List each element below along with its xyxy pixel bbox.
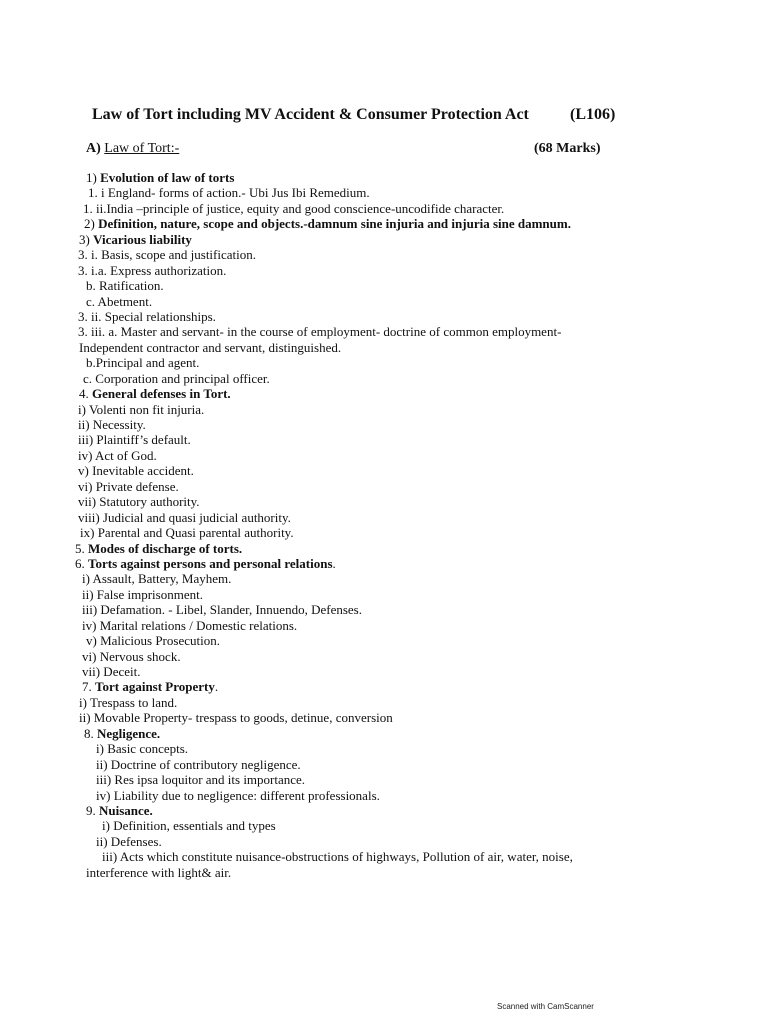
- topic-text: i) Trespass to land.: [79, 694, 178, 710]
- item-number: 1.: [83, 200, 93, 216]
- item-number: 3.: [78, 308, 88, 324]
- item-number: 3.: [78, 324, 88, 340]
- item-number: 3.: [78, 262, 88, 278]
- item-number: 6.: [75, 555, 85, 571]
- topic-text: ii) Defenses.: [96, 833, 162, 849]
- syllabus-line: [0, 556, 740, 571]
- syllabus-line: [0, 479, 740, 494]
- topic-text: vii) Deceit.: [82, 664, 141, 679]
- item-number: 1.: [88, 185, 98, 201]
- topic-text: ix) Parental and Quasi parental authority.: [80, 525, 294, 541]
- syllabus-line: [0, 649, 740, 664]
- section-name: Law of Tort:-: [104, 141, 180, 156]
- topic-text: iii) Res ipsa loquitor and its importance.: [96, 772, 306, 788]
- syllabus-line: [0, 309, 740, 324]
- topic-text: ii) False imprisonment.: [82, 586, 203, 602]
- topic-text: vi) Nervous shock.: [82, 648, 181, 664]
- syllabus-line: [0, 834, 740, 849]
- topic-text: i. Basis, scope and justification.: [91, 247, 257, 263]
- topic-text: b.Principal and agent.: [86, 355, 200, 371]
- syllabus-line: [0, 324, 740, 339]
- document-title: Law of Tort including MV Accident & Consumer Protection Act: [92, 106, 529, 123]
- syllabus-line: [0, 340, 740, 355]
- syllabus-line: [0, 726, 740, 741]
- topic-heading: Negligence.: [97, 725, 161, 741]
- topic-text: iii) Plaintiff’s default.: [78, 432, 191, 448]
- trailing-punctuation: .: [214, 679, 219, 695]
- syllabus-line: [0, 463, 740, 478]
- topic-text: iv) Marital relations / Domestic relations.: [82, 617, 298, 633]
- item-number: 8.: [84, 725, 94, 741]
- section-prefix: A): [86, 141, 101, 156]
- syllabus-line: [0, 417, 740, 432]
- topic-heading: Evolution of law of torts: [100, 170, 235, 185]
- topic-text: ii. Special relationships.: [91, 308, 216, 324]
- item-number: 2): [84, 216, 95, 232]
- syllabus-line: [0, 757, 740, 772]
- topic-text: c. Abetment.: [86, 293, 153, 309]
- topic-text: i) Basic concepts.: [96, 741, 189, 757]
- syllabus-line: [0, 618, 740, 633]
- topic-text: v) Malicious Prosecution.: [86, 633, 220, 649]
- scanner-watermark: Scanned with CamScanner: [497, 1002, 594, 1011]
- syllabus-line: [0, 355, 740, 370]
- topic-text: interference with light& air.: [86, 864, 232, 880]
- syllabus-line: [0, 788, 740, 803]
- course-code: (L106): [570, 106, 616, 123]
- topic-text: vii) Statutory authority.: [78, 494, 200, 510]
- item-number: 3): [79, 231, 90, 247]
- syllabus-line: [0, 386, 740, 401]
- syllabus-line: [0, 571, 740, 586]
- topic-text: iii) Defamation. - Libel, Slander, Innuendo, Defenses.: [82, 602, 362, 618]
- topic-text: iii) Acts which constitute nuisance-obstructions of highways, Pollution of air, water, noise,: [102, 849, 573, 865]
- syllabus-line: [0, 865, 740, 880]
- topic-text: ii) Movable Property- trespass to goods, detinue, conversion: [79, 710, 393, 726]
- topic-heading: Vicarious liability: [93, 231, 192, 247]
- syllabus-line: [0, 448, 740, 463]
- syllabus-line: [0, 494, 740, 509]
- syllabus-line: [0, 510, 740, 525]
- item-number: 4.: [79, 386, 89, 402]
- topic-heading: Nuisance.: [99, 802, 153, 818]
- syllabus-line: [0, 185, 740, 200]
- item-number: 9.: [86, 802, 96, 818]
- section-marks: (68 Marks): [534, 141, 601, 156]
- topic-text: ii) Necessity.: [78, 417, 146, 432]
- syllabus-line: [0, 741, 740, 756]
- syllabus-line: [0, 232, 740, 247]
- syllabus-line: [0, 602, 740, 617]
- syllabus-line: [0, 695, 740, 710]
- topic-heading: Modes of discharge of torts.: [88, 540, 243, 556]
- section-heading: [86, 141, 179, 157]
- syllabus-line: [0, 849, 740, 864]
- syllabus-line: [0, 402, 740, 417]
- syllabus-line: [0, 294, 740, 309]
- syllabus-line: [0, 278, 740, 293]
- topic-text: ii) Doctrine of contributory negligence.: [96, 756, 301, 772]
- syllabus-line: [0, 170, 740, 185]
- topic-text: viii) Judicial and quasi judicial authority.: [78, 509, 291, 525]
- syllabus-line: [0, 432, 740, 447]
- topic-heading: General defenses in Tort.: [92, 386, 231, 402]
- syllabus-line: [0, 710, 740, 725]
- topic-heading: Definition, nature, scope and objects.-damnum sine injuria and injuria sine damnum.: [98, 216, 571, 232]
- item-number: 7.: [82, 679, 92, 695]
- syllabus-list: [0, 170, 740, 880]
- syllabus-line: [0, 772, 740, 787]
- item-number: 3.: [78, 247, 88, 263]
- item-number: 1): [86, 170, 97, 185]
- syllabus-line: [0, 633, 740, 648]
- topic-text: b. Ratification.: [86, 278, 164, 294]
- topic-text: v) Inevitable accident.: [78, 463, 194, 479]
- topic-text: i) Definition, essentials and types: [102, 818, 276, 834]
- topic-text: c. Corporation and principal officer.: [83, 370, 270, 386]
- syllabus-line: [0, 263, 740, 278]
- syllabus-line: [0, 664, 740, 679]
- syllabus-line: [0, 818, 740, 833]
- syllabus-line: [0, 525, 740, 540]
- topic-text: ii.India –principle of justice, equity and good conscience-uncodifide character.: [96, 200, 505, 216]
- topic-text: i.a. Express authorization.: [91, 262, 227, 278]
- topic-heading: Torts against persons and personal relations: [88, 555, 333, 571]
- item-number: 5.: [75, 540, 85, 556]
- topic-text: i England- forms of action.- Ubi Jus Ibi Remedium.: [101, 185, 370, 201]
- topic-text: Independent contractor and servant, distinguished.: [79, 339, 342, 355]
- topic-text: iv) Act of God.: [78, 447, 157, 463]
- syllabus-line: [0, 541, 740, 556]
- syllabus-line: [0, 587, 740, 602]
- topic-text: vi) Private defense.: [78, 478, 179, 494]
- trailing-punctuation: .: [332, 555, 336, 571]
- topic-text: i) Volenti non fit injuria.: [78, 401, 205, 417]
- syllabus-line: [0, 803, 740, 818]
- syllabus-line: [0, 371, 740, 386]
- syllabus-line: [0, 216, 740, 231]
- syllabus-line: [0, 201, 740, 216]
- topic-text: iv) Liability due to negligence: different professionals.: [96, 787, 380, 803]
- topic-heading: Tort against Property: [95, 679, 215, 695]
- syllabus-line: [0, 247, 740, 262]
- topic-text: i) Assault, Battery, Mayhem.: [82, 571, 232, 587]
- topic-text: iii. a. Master and servant- in the course of employment- doctrine of common employment-: [91, 324, 562, 340]
- syllabus-line: [0, 679, 740, 694]
